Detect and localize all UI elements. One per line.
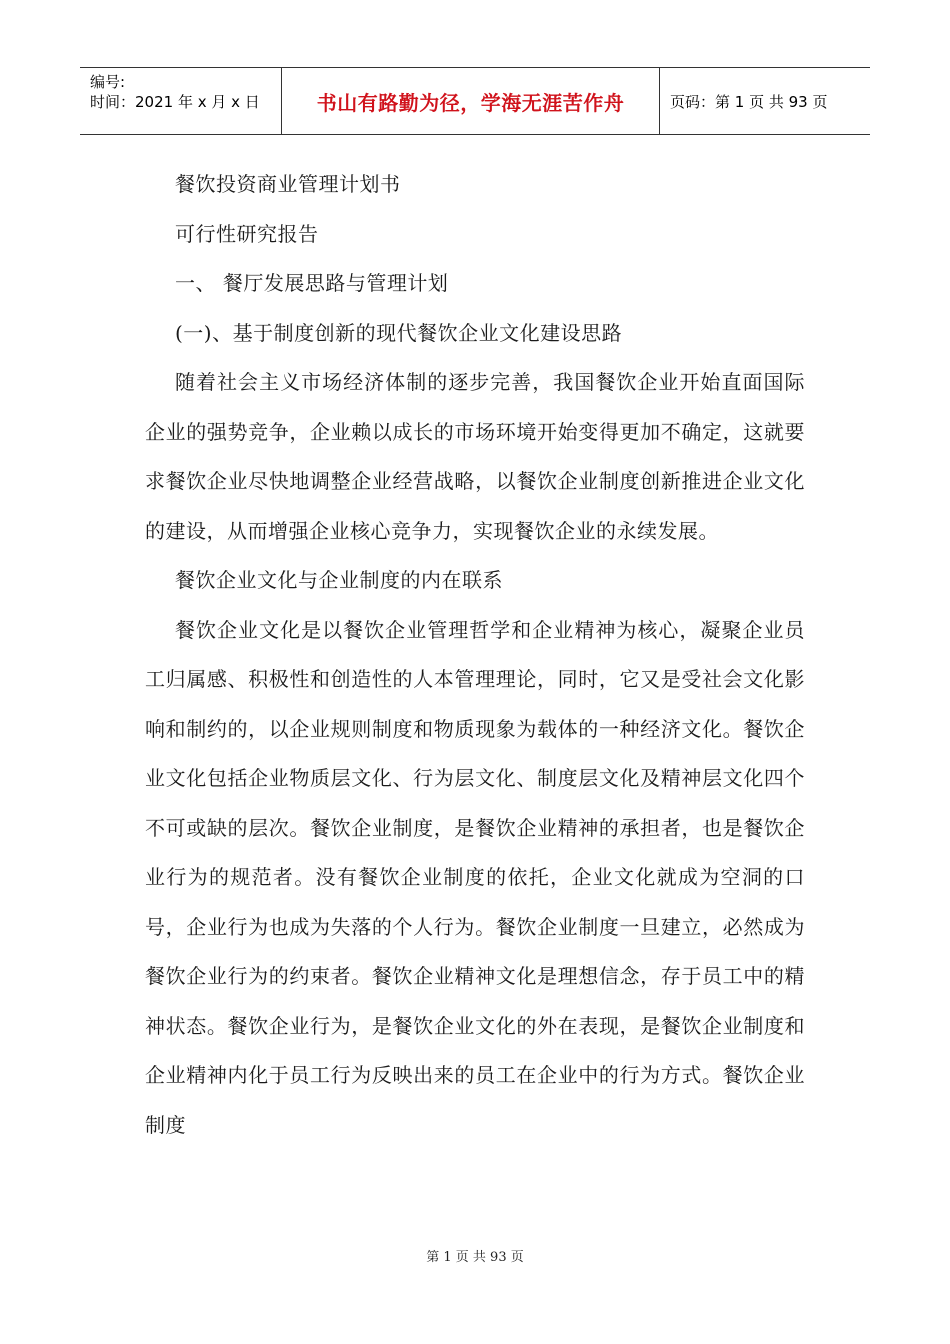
paragraph-culture-definition: 餐饮企业文化是以餐饮企业管理哲学和企业精神为核心，凝聚企业员工归属感、积极性和创造性的人本管理理论，同时，它又是受社会文化影响和制约的，以企业规则制度和物质现象为载体的一种经济文化。餐饮企业文化包括企业物质层文化、行为层文化、制度层文化及精神层文化四个不可或缺的层次。餐饮企业制度，是餐饮企业精神的承担者，也是餐饮企业行为的规范者。没有餐饮企业制度的依托，企业文化就成为空洞的口号，企业行为也成为失落的个人行为。餐饮企业制度一旦建立，必然成为餐饮企业行为的约束者。餐饮企业精神文化是理想信念，存于员工中的精神状态。餐饮企业行为，是餐饮企业文化的外在表现，是餐饮企业制度和企业精神内化于员工行为反映出来的员工在企业中的行为方式。餐饮企业制度 — [145, 617, 805, 1137]
document-date-label: 时间：2021 年 x 月 x 日 — [90, 93, 260, 111]
paragraph-intro: 随着社会主义市场经济体制的逐步完善，我国餐饮企业开始直面国际企业的强势竞争，企业赖以成长的市场环境开始变得更加不确定，这就要求餐饮企业尽快地调整企业经营战略，以餐饮企业制度创新推进企业文化的建设，从而增强企业核心竞争力，实现餐饮企业的永续发展。 — [145, 370, 805, 543]
document-header — [80, 67, 870, 135]
subsection-heading-one: (一)、基于制度创新的现代餐饮企业文化建设思路 — [175, 320, 623, 345]
header-page-cell — [660, 68, 870, 134]
header-page-info: 页码：第 1 页 共 93 页 — [670, 92, 828, 111]
header-meta-cell — [80, 68, 282, 134]
section-heading-one: 一、 餐厅发展思路与管理计划 — [175, 271, 449, 295]
page-footer — [0, 1246, 950, 1265]
document-body — [145, 160, 805, 1150]
paragraph-heading-culture-system: 餐饮企业文化与企业制度的内在联系 — [175, 568, 503, 592]
header-motto-cell — [282, 68, 660, 134]
header-motto: 书山有路勤为径，学海无涯苦作舟 — [316, 90, 625, 115]
document-subtitle: 可行性研究报告 — [175, 221, 319, 246]
document-number-label: 编号: — [90, 73, 126, 91]
document-title: 餐饮投资商业管理计划书 — [175, 172, 401, 196]
footer-page-number: 第 1 页 共 93 页 — [426, 1250, 524, 1265]
